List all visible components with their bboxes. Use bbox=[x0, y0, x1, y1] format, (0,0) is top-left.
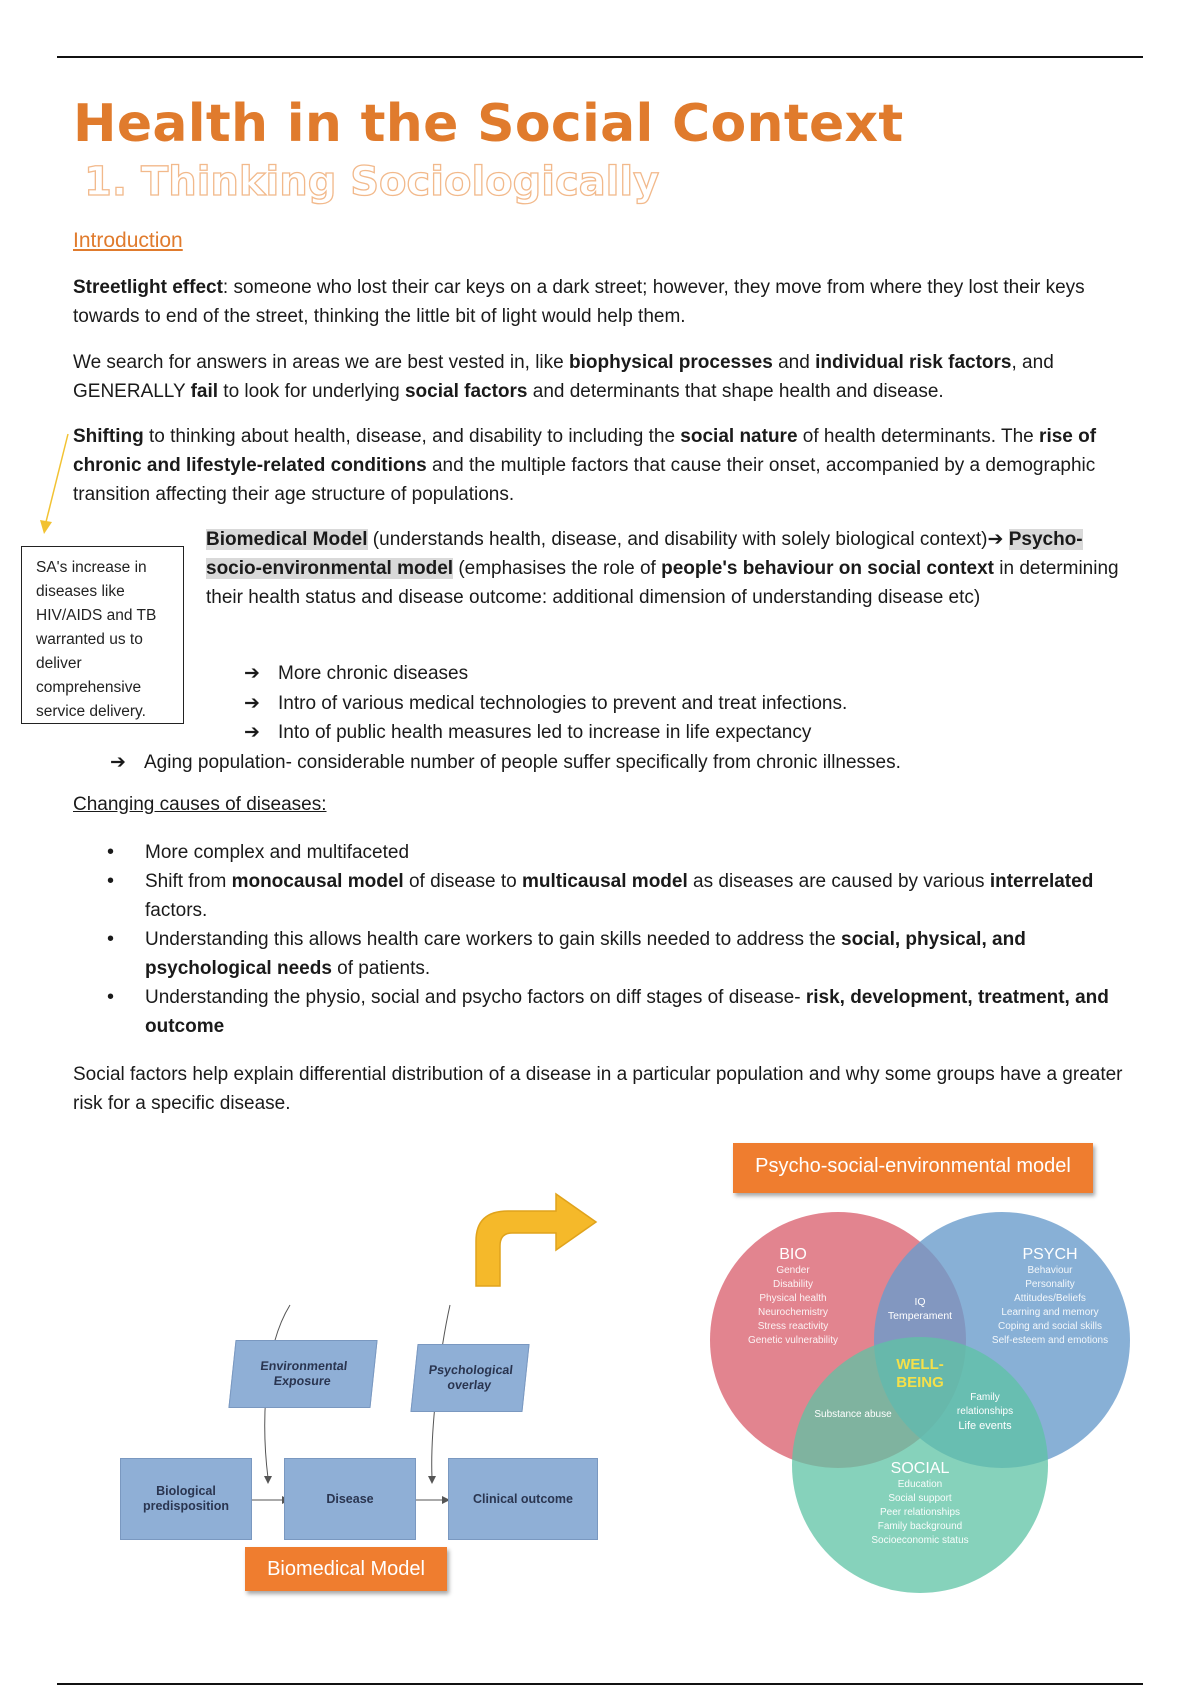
streetlight-paragraph bbox=[73, 273, 1133, 331]
venn-bio-title: BIO bbox=[779, 1246, 807, 1263]
bold-run: multicausal model bbox=[521, 871, 688, 892]
bold-run: biophysical processes bbox=[569, 352, 773, 373]
disease-box: Disease bbox=[284, 1458, 416, 1540]
psycho-model-term: Psycho-socio-environmental model bbox=[206, 529, 1083, 579]
venn-item: Neurochemistry bbox=[757, 1307, 829, 1318]
venn-social-title: SOCIAL bbox=[890, 1460, 950, 1477]
venn-psych-social-overlap bbox=[935, 1391, 1035, 1433]
text-run: and determinants that shape health and disease. bbox=[527, 381, 944, 402]
venn-item: Learning and memory bbox=[1001, 1307, 1099, 1318]
bold-run: risk, development, treatment, and outcome bbox=[145, 987, 1109, 1037]
text-run: Understanding the physio, social and psycho factors on diff stages of disease- bbox=[145, 987, 806, 1008]
venn-item: Family bbox=[970, 1392, 1000, 1403]
text-run: of disease to bbox=[403, 871, 522, 892]
text-run: We search for answers in areas we are best vested in, like bbox=[73, 352, 569, 373]
arrow-item-text: More chronic diseases bbox=[278, 663, 469, 684]
list-item bbox=[73, 925, 1133, 983]
closing-paragraph: Social factors help explain differential distribution of a disease in a particular population and why some groups have a greater risk for a specific disease. bbox=[73, 1064, 1123, 1114]
arrow-icon: ➔ bbox=[244, 663, 260, 684]
venn-item: IQ bbox=[914, 1296, 926, 1308]
bold-run: Shifting bbox=[73, 426, 144, 447]
venn-bio bbox=[718, 1246, 868, 1348]
venn-item: Self-esteem and emotions bbox=[991, 1335, 1109, 1346]
venn-item: Temperament bbox=[887, 1310, 953, 1322]
section-title: 1. Thinking Sociologically bbox=[84, 159, 660, 205]
venn-psych-items bbox=[975, 1264, 1125, 1348]
venn-center-line: WELL- bbox=[896, 1356, 944, 1373]
arrow-item-text: Into of public health measures led to increase in life expectancy bbox=[278, 722, 812, 743]
bold-run: monocausal model bbox=[231, 871, 404, 892]
list-item bbox=[73, 983, 1133, 1041]
biomedical-model-term: Biomedical Model bbox=[206, 529, 368, 550]
psycho-model-bold: people's behaviour on social context bbox=[661, 558, 994, 579]
transition-arrow-icon bbox=[468, 1186, 608, 1296]
psychological-overlay-box: Psychological overlay bbox=[410, 1344, 529, 1412]
changing-causes-heading: Changing causes of diseases: bbox=[73, 794, 327, 815]
venn-item: Disability bbox=[772, 1279, 813, 1290]
venn-item: Genetic vulnerability bbox=[747, 1335, 839, 1346]
streetlight-term: Streetlight effect bbox=[73, 277, 223, 298]
venn-item: Coping and social skills bbox=[998, 1321, 1102, 1332]
venn-item: relationships bbox=[956, 1406, 1014, 1417]
biomedical-model-label: Biomedical Model bbox=[245, 1547, 447, 1591]
biological-predisposition-box: Biological predisposition bbox=[120, 1458, 252, 1540]
text-run: to look for underlying bbox=[218, 381, 405, 402]
venn-item: Peer relationships bbox=[879, 1507, 961, 1518]
bold-run: social factors bbox=[404, 381, 528, 402]
venn-item: Life events bbox=[958, 1420, 1012, 1432]
text-run: to thinking about health, disease, and disability to including the bbox=[143, 426, 681, 447]
bold-run: interrelated bbox=[989, 871, 1094, 892]
list-item: • More complex and multifaceted bbox=[73, 838, 1133, 867]
annotation-arrow bbox=[34, 432, 74, 542]
bold-run: fail bbox=[190, 381, 219, 402]
top-rule bbox=[57, 56, 1143, 58]
venn-center bbox=[880, 1356, 960, 1392]
venn-psych-title: PSYCH bbox=[1022, 1246, 1078, 1263]
page-title: Health in the Social Context bbox=[73, 94, 904, 154]
venn-psych bbox=[975, 1246, 1125, 1348]
venn-item: Social support bbox=[888, 1493, 952, 1504]
venn-item: Family background bbox=[877, 1521, 963, 1532]
list-item bbox=[73, 867, 1133, 925]
sa-comment-box: SA's increase in diseases like HIV/AIDS and TB warranted us to deliver comprehensive service delivery. bbox=[21, 546, 184, 724]
venn-social bbox=[845, 1460, 995, 1548]
venn-item: Behaviour bbox=[1027, 1265, 1073, 1276]
psycho-model-text-2: in determining their health status and disease outcome: additional dimension of understanding disease etc) bbox=[206, 558, 1119, 608]
venn-item: Socioeconomic status bbox=[871, 1535, 969, 1546]
venn-item: Stress reactivity bbox=[757, 1321, 829, 1332]
text-run: and the multiple factors that cause their onset, accompanied by a demographic transition affecting their age structure of populations. bbox=[73, 455, 1096, 505]
arrow-item bbox=[244, 689, 847, 718]
streetlight-text: : someone who lost their car keys on a dark street; however, they move from where they lost their keys towards to end of the street, thinking the little bit of light would help them. bbox=[73, 277, 1085, 327]
introduction-heading: Introduction bbox=[73, 229, 183, 252]
venn-center-line: BEING bbox=[896, 1374, 944, 1391]
search-answers-paragraph bbox=[73, 348, 1133, 406]
right-arrow-icon: ➔ bbox=[987, 529, 1004, 550]
bold-run: individual risk factors bbox=[815, 352, 1012, 373]
text-run: of health determinants. The bbox=[797, 426, 1040, 447]
psycho-model-text-1: (emphasises the role of bbox=[453, 558, 662, 579]
arrow-item bbox=[244, 718, 811, 747]
bold-run: social, physical, and psychological needs bbox=[145, 929, 1026, 979]
text-run: , and GENERALLY bbox=[73, 352, 1054, 402]
models-paragraph bbox=[206, 525, 1126, 612]
changing-causes-list bbox=[73, 838, 1133, 1041]
arrow-icon: ➔ bbox=[110, 752, 126, 773]
arrow-item bbox=[110, 748, 901, 777]
shifting-paragraph bbox=[73, 422, 1133, 509]
text-run: Understanding this allows health care workers to gain skills needed to address the bbox=[145, 929, 841, 950]
text-run: and bbox=[772, 352, 816, 373]
text-run: as diseases are caused by various bbox=[687, 871, 990, 892]
arrow-icon: ➔ bbox=[244, 693, 260, 714]
biomedical-model-text: (understands health, disease, and disability with solely biological context) bbox=[367, 529, 988, 550]
venn-item: Personality bbox=[1025, 1279, 1075, 1290]
environmental-exposure-box: Environmental Exposure bbox=[228, 1340, 377, 1408]
text-run: Shift from bbox=[145, 871, 232, 892]
bold-run: rise of chronic and lifestyle-related conditions bbox=[73, 426, 1097, 476]
bold-run: social nature bbox=[680, 426, 798, 447]
venn-social-items bbox=[845, 1478, 995, 1548]
venn-bio-psych-overlap bbox=[870, 1295, 970, 1323]
text-run: of patients. bbox=[331, 958, 431, 979]
venn-bio-items bbox=[718, 1264, 868, 1348]
arrow-icon: ➔ bbox=[244, 722, 260, 743]
text-run: factors. bbox=[145, 900, 208, 921]
venn-item: Gender bbox=[776, 1265, 810, 1276]
psychosocial-model-label: Psycho-social-environmental model bbox=[733, 1143, 1093, 1193]
arrow-item-text: Intro of various medical technologies to prevent and treat infections. bbox=[278, 693, 848, 714]
arrow-item bbox=[244, 659, 468, 688]
arrow-item-text: Aging population- considerable number of people suffer specifically from chronic illnesses. bbox=[144, 752, 901, 773]
venn-item: Physical health bbox=[759, 1293, 827, 1304]
clinical-outcome-box: Clinical outcome bbox=[448, 1458, 598, 1540]
models-figure bbox=[0, 1100, 1200, 1640]
bottom-rule bbox=[57, 1683, 1143, 1685]
venn-item: Education bbox=[897, 1479, 943, 1490]
venn-item: Attitudes/Beliefs bbox=[1014, 1293, 1086, 1304]
venn-bio-social-overlap: Substance abuse bbox=[814, 1409, 892, 1420]
